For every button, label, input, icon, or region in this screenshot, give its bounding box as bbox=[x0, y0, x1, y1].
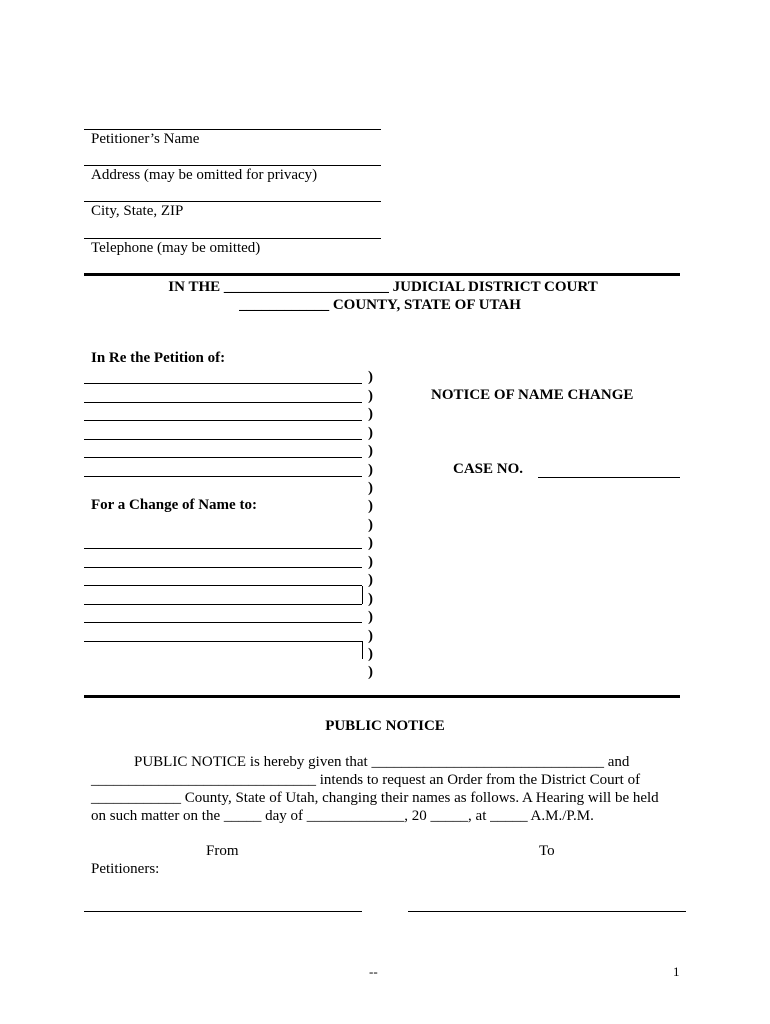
caption-paren: ) bbox=[368, 628, 373, 644]
public-notice-heading: PUBLIC NOTICE bbox=[325, 718, 445, 734]
petitioner-entry-line[interactable] bbox=[84, 383, 362, 384]
caption-paren: ) bbox=[368, 572, 373, 588]
address-label: Address (may be omitted for privacy) bbox=[91, 167, 318, 183]
notice-line-1: PUBLIC NOTICE is hereby given that _______________________________ and bbox=[134, 754, 630, 770]
court-line-2: ____________ COUNTY, STATE OF UTAH bbox=[239, 297, 521, 313]
case-no-label: CASE NO. bbox=[453, 461, 524, 477]
caption-paren: ) bbox=[368, 591, 373, 607]
petitioner-entry-line[interactable] bbox=[84, 476, 362, 477]
petitioner-entry-line[interactable] bbox=[84, 457, 362, 458]
new-name-entry-line[interactable] bbox=[84, 585, 362, 586]
to-name-line[interactable] bbox=[408, 911, 686, 912]
document-title: NOTICE OF NAME CHANGE bbox=[431, 387, 634, 403]
caption-paren: ) bbox=[368, 480, 373, 496]
notice-line-2: ______________________________ intends to request an Order from the District Court of bbox=[91, 772, 641, 788]
field-edge-mark bbox=[362, 586, 363, 604]
from-label: From bbox=[206, 843, 239, 859]
telephone-line[interactable] bbox=[84, 238, 381, 239]
bottom-divider bbox=[84, 695, 680, 698]
new-name-entry-line[interactable] bbox=[84, 567, 362, 568]
address-line[interactable] bbox=[84, 165, 381, 166]
case-no-field[interactable] bbox=[538, 477, 680, 478]
petitioner-entry-line[interactable] bbox=[84, 420, 362, 421]
caption-paren: ) bbox=[368, 425, 373, 441]
caption-paren: ) bbox=[368, 443, 373, 459]
caption-paren: ) bbox=[368, 554, 373, 570]
field-edge-mark bbox=[362, 641, 363, 659]
new-name-entry-line[interactable] bbox=[84, 622, 362, 623]
caption-paren: ) bbox=[368, 388, 373, 404]
petitioner-name-line[interactable] bbox=[84, 129, 381, 130]
petitioner-entry-line[interactable] bbox=[84, 402, 362, 403]
caption-paren: ) bbox=[368, 646, 373, 662]
to-label: To bbox=[539, 843, 555, 859]
in-re-label: In Re the Petition of: bbox=[91, 350, 226, 366]
change-to-label: For a Change of Name to: bbox=[91, 497, 257, 513]
caption-paren: ) bbox=[368, 498, 373, 514]
court-line-1: IN THE ______________________ JUDICIAL DISTRICT COURT bbox=[168, 279, 598, 295]
new-name-entry-line[interactable] bbox=[84, 548, 362, 549]
caption-paren: ) bbox=[368, 462, 373, 478]
petitioner-name-label: Petitioner’s Name bbox=[91, 131, 200, 147]
city-state-zip-label: City, State, ZIP bbox=[91, 203, 184, 219]
caption-paren: ) bbox=[368, 609, 373, 625]
telephone-label: Telephone (may be omitted) bbox=[91, 240, 261, 256]
caption-paren: ) bbox=[368, 664, 373, 680]
petitioners-label: Petitioners: bbox=[91, 861, 160, 877]
new-name-entry-line[interactable] bbox=[84, 604, 362, 605]
caption-paren: ) bbox=[368, 535, 373, 551]
caption-paren: ) bbox=[368, 406, 373, 422]
footer-center-mark: -- bbox=[369, 964, 378, 979]
from-name-line[interactable] bbox=[84, 911, 362, 912]
petitioner-entry-line[interactable] bbox=[84, 439, 362, 440]
new-name-entry-line[interactable] bbox=[84, 641, 362, 642]
notice-line-4: on such matter on the _____ day of _____________, 20 _____, at _____ A.M./P.M. bbox=[91, 808, 594, 824]
top-divider bbox=[84, 273, 680, 276]
page-number: 1 bbox=[673, 964, 680, 979]
city-state-zip-line[interactable] bbox=[84, 201, 381, 202]
caption-paren: ) bbox=[368, 369, 373, 385]
caption-paren: ) bbox=[368, 517, 373, 533]
notice-line-3: ____________ County, State of Utah, changing their names as follows. A Hearing will be held bbox=[91, 790, 659, 806]
